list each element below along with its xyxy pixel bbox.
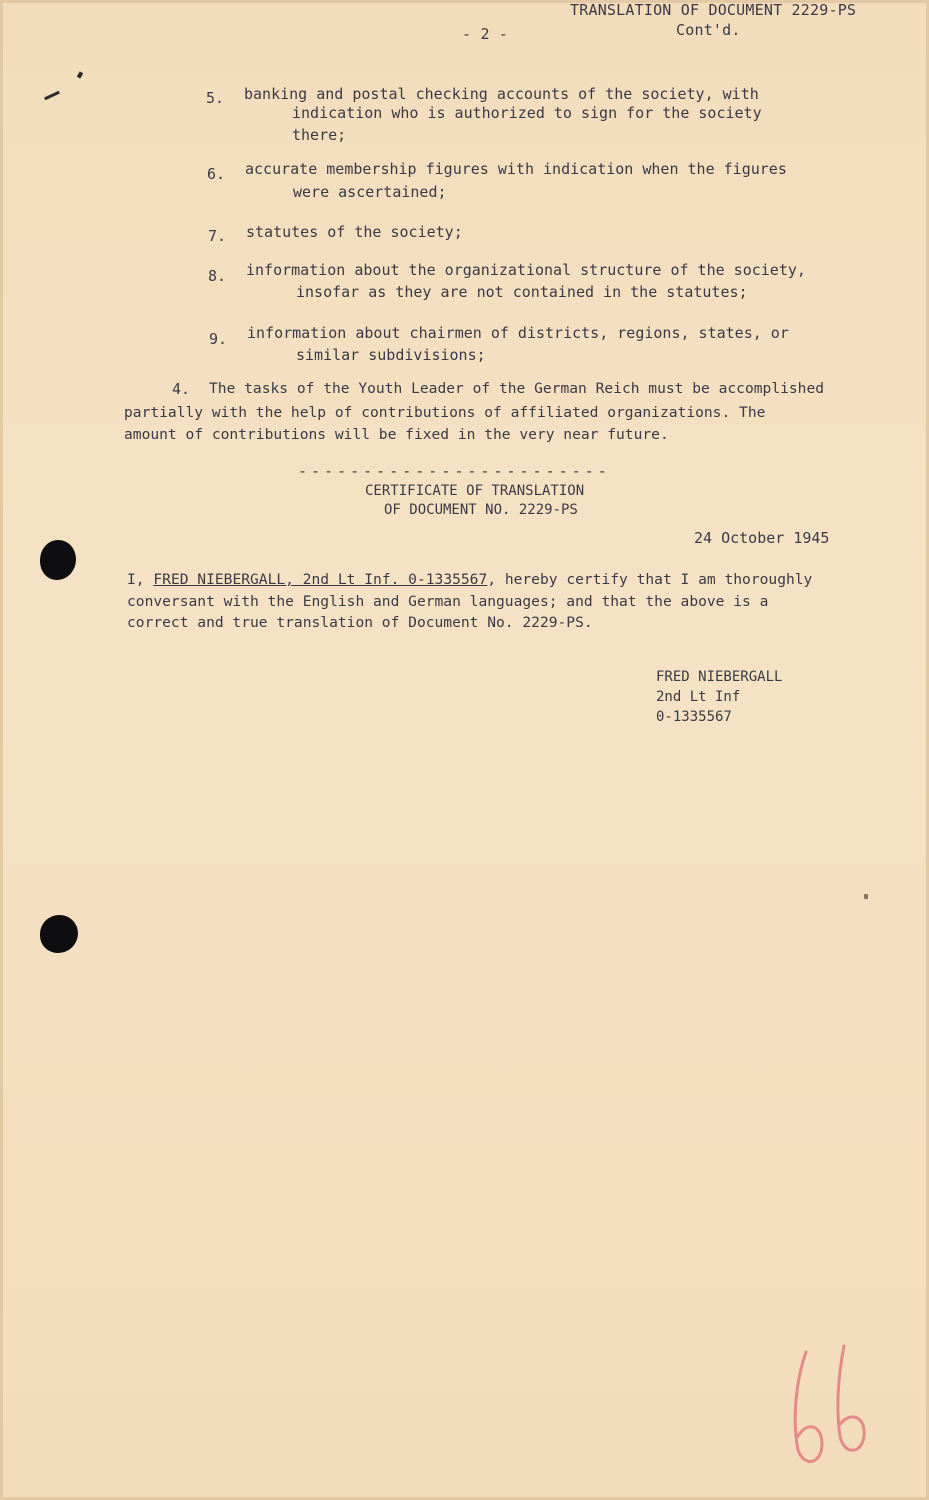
- paragraph-4-number: 4.: [172, 380, 191, 398]
- certificate-title-line-2: OF DOCUMENT NO. 2229-PS: [384, 502, 578, 518]
- paragraph-4-line-1: The tasks of the Youth Leader of the German Reich must be accomplished: [209, 380, 825, 397]
- item-5-line-2: indication who is authorized to sign for the society: [292, 104, 762, 122]
- certificate-date: 24 October 1945: [694, 529, 830, 547]
- item-8-number: 8.: [208, 267, 227, 285]
- item-6-line-1: accurate membership figures with indication when the figures: [245, 160, 787, 178]
- paragraph-4-line-2: partially with the help of contributions of affiliated organizations. The: [124, 404, 766, 421]
- certificate-line-1-rest: , hereby certify that I am thoroughly: [487, 571, 813, 588]
- certificate-line-2: conversant with the English and German languages; and that the above is a: [127, 593, 769, 610]
- certificate-prefix: I,: [127, 571, 145, 588]
- paragraph-4-line-3: amount of contributions will be fixed in the very near future.: [124, 426, 669, 443]
- header-title: TRANSLATION OF DOCUMENT 2229-PS: [570, 1, 857, 19]
- item-7-number: 7.: [208, 227, 227, 245]
- ink-mark: [44, 91, 60, 100]
- signature-name: FRED NIEBERGALL: [656, 669, 783, 685]
- item-5-line-3: there;: [292, 126, 347, 144]
- header-contd: Cont'd.: [676, 21, 741, 39]
- signature-serial: 0-1335567: [656, 709, 732, 725]
- separator-dashes: ------------------------: [298, 462, 611, 480]
- item-8-line-1: information about the organizational structure of the society,: [246, 261, 806, 279]
- item-6-line-2: were ascertained;: [293, 183, 447, 201]
- item-9-number: 9.: [209, 330, 228, 348]
- punch-hole-top: [40, 540, 76, 580]
- item-5-line-1: banking and postal checking accounts of the society, with: [244, 85, 759, 103]
- item-9-line-1: information about chairmen of districts, regions, states, or: [247, 324, 789, 342]
- page-number: - 2 -: [462, 25, 509, 43]
- punch-hole-bottom: [40, 915, 78, 953]
- item-9-line-2: similar subdivisions;: [296, 346, 486, 364]
- item-8-line-2: insofar as they are not contained in the statutes;: [296, 283, 748, 301]
- certificate-title-line-1: CERTIFICATE OF TRANSLATION: [365, 483, 585, 499]
- certificate-line-1: [127, 571, 812, 588]
- item-5-number: 5.: [206, 89, 225, 107]
- translator-name-rank: FRED NIEBERGALL, 2nd Lt Inf. 0-1335567: [153, 571, 488, 588]
- speck: [864, 894, 868, 899]
- stamp-number-66: [786, 1340, 876, 1470]
- certificate-line-3: correct and true translation of Document No. 2229-PS.: [127, 614, 593, 631]
- item-6-number: 6.: [207, 165, 226, 183]
- ink-mark: [77, 71, 83, 78]
- item-7-line-1: statutes of the society;: [246, 223, 463, 241]
- signature-rank: 2nd Lt Inf: [656, 689, 741, 705]
